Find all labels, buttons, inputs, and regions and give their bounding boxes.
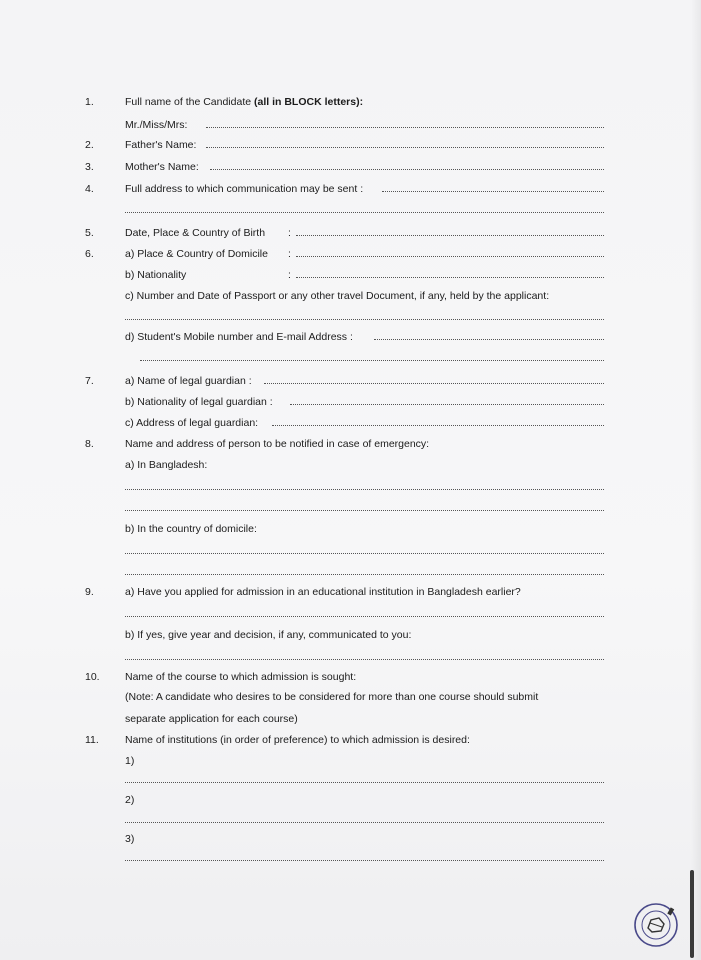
fill-row[interactable]: [0, 849, 701, 867]
field-label: c) Number and Date of Passport or any other travel Document, if any, held by the applicant:: [125, 290, 550, 302]
field-title-name[interactable]: [0, 116, 701, 134]
field-passport-line[interactable]: [0, 308, 701, 326]
fill-row[interactable]: [0, 648, 701, 666]
field-label: Full name of the Candidate (all in BLOCK letters):: [125, 96, 364, 108]
official-seal-icon: [633, 902, 679, 948]
fill-row[interactable]: [0, 811, 701, 829]
fill-line[interactable]: [296, 256, 604, 257]
note-text: (Note: A candidate who desires to be considered for more than one course should submit: [125, 691, 539, 703]
field-label: c) Address of legal guardian:: [125, 417, 259, 429]
fill-line[interactable]: [125, 860, 604, 861]
field-label: Full address to which communication may be sent :: [125, 183, 364, 195]
fill-line[interactable]: [206, 127, 604, 128]
fill-line[interactable]: [140, 360, 604, 361]
field-label: b) Nationality: [125, 269, 187, 281]
fill-row[interactable]: [0, 605, 701, 623]
field-label: Mr./Miss/Mrs:: [125, 119, 188, 131]
field-label: Name and address of person to be notified in case of emergency:: [125, 438, 430, 450]
page-edge-shadow: [691, 0, 701, 960]
item-number: 1.: [85, 96, 94, 108]
item-number: 6.: [85, 248, 94, 260]
field-applied-earlier: [0, 583, 701, 601]
field-label: b) If yes, give year and decision, if any, communicated to you:: [125, 629, 412, 641]
field-label: a) Place & Country of Domicile: [125, 248, 268, 260]
institution-choice-1: [0, 752, 701, 770]
field-mobile-email[interactable]: [0, 328, 701, 346]
field-label: d) Student's Mobile number and E-mail Address :: [125, 331, 353, 343]
field-birth[interactable]: [0, 224, 701, 242]
note-text: separate application for each course): [125, 713, 298, 725]
field-label: b) Nationality of legal guardian :: [125, 396, 273, 408]
field-emergency-contact: [0, 435, 701, 453]
institution-choice-3: [0, 830, 701, 848]
field-in-bangladesh: [0, 456, 701, 474]
choice-number: 1): [125, 755, 135, 767]
fill-line[interactable]: [125, 212, 604, 213]
fill-line[interactable]: [125, 659, 604, 660]
item-number: 10.: [85, 671, 100, 683]
field-address-line2[interactable]: [0, 201, 701, 219]
field-year-decision: [0, 626, 701, 644]
field-address[interactable]: [0, 180, 701, 198]
fill-line[interactable]: [272, 425, 604, 426]
fill-row[interactable]: [0, 563, 701, 581]
fill-row[interactable]: [0, 478, 701, 496]
fill-line[interactable]: [296, 235, 604, 236]
item-number: 3.: [85, 161, 94, 173]
colon: :: [288, 269, 291, 281]
field-passport: [0, 287, 701, 305]
field-guardian-nationality[interactable]: [0, 393, 701, 411]
field-label: a) Name of legal guardian :: [125, 375, 252, 387]
field-label: Name of institutions (in order of preference) to which admission is desired:: [125, 734, 470, 746]
choice-number: 2): [125, 794, 135, 806]
field-course: [0, 668, 701, 686]
field-guardian-name[interactable]: [0, 372, 701, 390]
field-label: Date, Place & Country of Birth: [125, 227, 266, 239]
field-mobile-email-line2[interactable]: [0, 349, 701, 367]
item-number: 9.: [85, 586, 94, 598]
colon: :: [288, 227, 291, 239]
fill-line[interactable]: [206, 147, 604, 148]
fill-line[interactable]: [125, 574, 604, 575]
field-fathers-name[interactable]: [0, 136, 701, 154]
field-label: a) In Bangladesh:: [125, 459, 208, 471]
field-domicile[interactable]: [0, 245, 701, 263]
item-number: 2.: [85, 139, 94, 151]
item-number: 8.: [85, 438, 94, 450]
fill-line[interactable]: [290, 404, 604, 405]
fill-row[interactable]: [0, 499, 701, 517]
field-label: Father's Name:: [125, 139, 197, 151]
field-institutions: [0, 731, 701, 749]
institution-choice-2: [0, 791, 701, 809]
field-in-domicile: [0, 520, 701, 538]
item-number: 7.: [85, 375, 94, 387]
fill-line[interactable]: [264, 383, 604, 384]
field-label: Name of the course to which admission is sought:: [125, 671, 357, 683]
course-note: [0, 688, 701, 706]
field-mothers-name[interactable]: [0, 158, 701, 176]
fill-row[interactable]: [0, 771, 701, 789]
choice-number: 3): [125, 833, 135, 845]
fill-line[interactable]: [125, 553, 604, 554]
item-number: 11.: [85, 734, 99, 746]
item-number: 5.: [85, 227, 94, 239]
fill-line[interactable]: [125, 510, 604, 511]
field-label: b) In the country of domicile:: [125, 523, 257, 535]
fill-line[interactable]: [382, 191, 604, 192]
field-full-name: [0, 93, 701, 111]
fill-line[interactable]: [125, 616, 604, 617]
fill-line[interactable]: [210, 169, 604, 170]
fill-line[interactable]: [374, 339, 604, 340]
field-label: a) Have you applied for admission in an educational institution in Bangladesh earlier?: [125, 586, 521, 598]
course-note-cont: [0, 710, 701, 728]
fill-line[interactable]: [125, 319, 604, 320]
fill-line[interactable]: [125, 489, 604, 490]
fill-line[interactable]: [296, 277, 604, 278]
fill-line[interactable]: [125, 822, 604, 823]
field-label: Mother's Name:: [125, 161, 199, 173]
fill-line[interactable]: [125, 782, 604, 783]
item-number: 4.: [85, 183, 94, 195]
field-nationality[interactable]: [0, 266, 701, 284]
colon: :: [288, 248, 291, 260]
field-guardian-address[interactable]: [0, 414, 701, 432]
fill-row[interactable]: [0, 542, 701, 560]
